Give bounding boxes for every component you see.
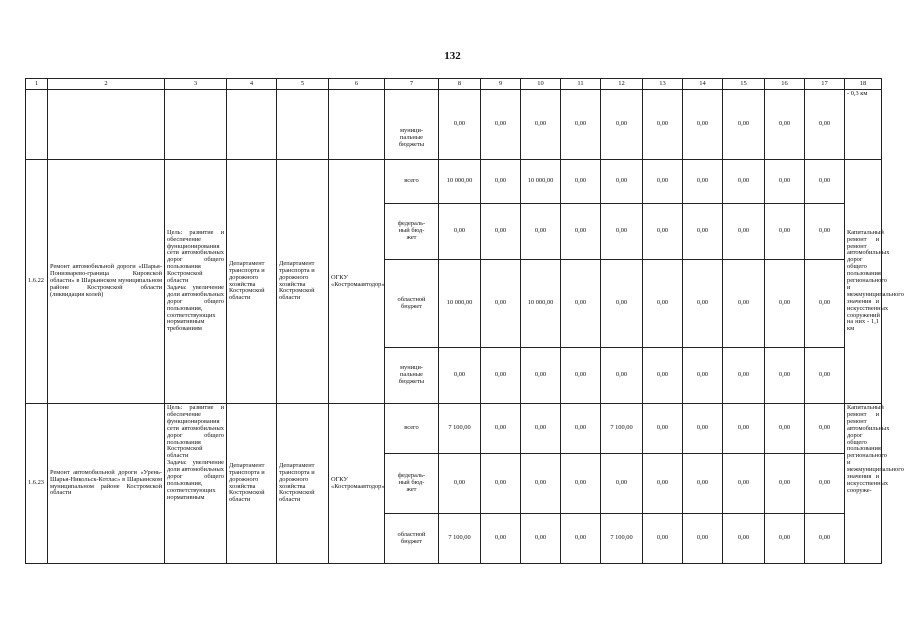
value-cell: 0,00 [439, 454, 481, 514]
value-cell: 0,00 [723, 404, 765, 454]
funding-source-label: муници- пальные бюджеты [385, 90, 439, 160]
customer: Департамент транспорта и дорожного хозяйства Костромской области [277, 160, 329, 404]
value-cell: 0,00 [481, 204, 521, 260]
value-cell: 0,00 [683, 454, 723, 514]
column-number: 14 [683, 79, 723, 90]
contractor: ОГКУ «Костромаавтодор» [329, 404, 385, 564]
value-cell: 0,00 [601, 348, 643, 404]
value-cell: 0,00 [765, 404, 805, 454]
funding-source-label: областной бюджет [385, 260, 439, 348]
column-number: 10 [521, 79, 561, 90]
value-cell: 0,00 [643, 404, 683, 454]
value-cell: 0,00 [765, 160, 805, 204]
value-cell: 0,00 [601, 260, 643, 348]
column-number: 18 [845, 79, 882, 90]
value-cell: 0,00 [805, 514, 845, 564]
value-cell: 7 100,00 [439, 404, 481, 454]
value-cell: 0,00 [805, 90, 845, 160]
column-number: 17 [805, 79, 845, 90]
value-cell: 0,00 [805, 348, 845, 404]
column-number: 11 [561, 79, 601, 90]
column-number: 1 [26, 79, 48, 90]
value-cell: 10 000,00 [521, 260, 561, 348]
funding-source-label: муници- пальные бюджеты [385, 348, 439, 404]
value-cell: 0,00 [683, 404, 723, 454]
value-cell: 0,00 [521, 204, 561, 260]
goal-task: Цель: развитие и обеспечение функционирования сети автомобильных дорог общего пользования Костромской области Задача: увеличение доли автомобильных дорог общего пользования, соответствующих нормативным [165, 404, 227, 564]
responsible-executor: Департамент транспорта и дорожного хозяйства Костромской области [227, 160, 277, 404]
column-number-row [26, 79, 882, 90]
value-cell: 0,00 [481, 454, 521, 514]
result-cell: - 0,3 км [845, 90, 882, 160]
page-number: 132 [444, 50, 461, 62]
column-number: 5 [277, 79, 329, 90]
funding-source-label: всего [385, 404, 439, 454]
value-cell: 0,00 [643, 454, 683, 514]
funding-source-label: всего [385, 160, 439, 204]
customer: Департамент транспорта и дорожного хозяйства Костромской области [277, 404, 329, 564]
value-cell: 0,00 [683, 90, 723, 160]
column-number: 3 [165, 79, 227, 90]
value-cell: 0,00 [561, 260, 601, 348]
value-cell: 0,00 [439, 348, 481, 404]
value-cell: 7 100,00 [601, 514, 643, 564]
value-cell: 0,00 [723, 90, 765, 160]
value-cell: 0,00 [643, 90, 683, 160]
column-number: 13 [643, 79, 683, 90]
value-cell: 7 100,00 [439, 514, 481, 564]
value-cell: 0,00 [723, 514, 765, 564]
column-number: 4 [227, 79, 277, 90]
value-cell: 0,00 [765, 204, 805, 260]
value-cell: 0,00 [561, 514, 601, 564]
item-number: 1.6.22 [26, 160, 48, 404]
value-cell: 0,00 [521, 514, 561, 564]
value-cell: 0,00 [561, 204, 601, 260]
table-row [26, 404, 882, 454]
value-cell: 0,00 [481, 404, 521, 454]
funding-source-label: федераль- ный бюд- жет [385, 454, 439, 514]
column-number: 9 [481, 79, 521, 90]
value-cell: 7 100,00 [601, 404, 643, 454]
budget-table [25, 78, 904, 564]
value-cell: 0,00 [723, 348, 765, 404]
value-cell: 0,00 [765, 348, 805, 404]
funding-source-label: областной бюджет [385, 514, 439, 564]
value-cell: 0,00 [683, 204, 723, 260]
value-cell: 10 000,00 [439, 260, 481, 348]
value-cell: 0,00 [643, 160, 683, 204]
column-number: 7 [385, 79, 439, 90]
value-cell: 0,00 [723, 160, 765, 204]
value-cell: 0,00 [521, 404, 561, 454]
column-number: 12 [601, 79, 643, 90]
value-cell: 10 000,00 [439, 160, 481, 204]
value-cell: 0,00 [723, 204, 765, 260]
column-number: 8 [439, 79, 481, 90]
responsible-executor: Департамент транспорта и дорожного хозяйства Костромской области [227, 404, 277, 564]
column-number: 2 [48, 79, 165, 90]
value-cell: 0,00 [643, 260, 683, 348]
value-cell: 0,00 [765, 454, 805, 514]
value-cell: 0,00 [643, 204, 683, 260]
carry-over-row [26, 90, 882, 160]
value-cell: 0,00 [521, 454, 561, 514]
value-cell: 0,00 [601, 160, 643, 204]
value-cell: 0,00 [481, 348, 521, 404]
value-cell: 0,00 [723, 454, 765, 514]
value-cell: 0,00 [439, 204, 481, 260]
value-cell: 0,00 [765, 514, 805, 564]
value-cell: 0,00 [805, 454, 845, 514]
value-cell: 0,00 [683, 514, 723, 564]
value-cell: 0,00 [521, 348, 561, 404]
value-cell: 0,00 [805, 160, 845, 204]
value-cell: 0,00 [601, 90, 643, 160]
column-number: 6 [329, 79, 385, 90]
value-cell: 0,00 [439, 90, 481, 160]
value-cell: 0,00 [561, 90, 601, 160]
value-cell: 0,00 [561, 404, 601, 454]
value-cell: 0,00 [481, 160, 521, 204]
column-number: 15 [723, 79, 765, 90]
value-cell: 0,00 [765, 90, 805, 160]
value-cell: 0,00 [805, 260, 845, 348]
goal-task: Цель: развитие и обеспечение функционирования сети автомобильных дорог общего пользования Костромской области Задача: увеличение доли автомобильных дорог общего пользования, соответствующих нормативным требованиям [165, 160, 227, 404]
result-cell: Капитальный ремонт и ремонт автомобильных дорог общего пользования регионального и межмуниципального значения и искусственных сооружений на них - 1,1 км [845, 160, 882, 404]
value-cell: 10 000,00 [521, 160, 561, 204]
item-name: Ремонт автомобильной дороги «Шарья-Понизварево-граница Кировской области» в Шарьинском муниципальном районе Костромской области (ликвидация колей) [48, 160, 165, 404]
value-cell: 0,00 [805, 404, 845, 454]
result-cell: Капитальный ремонт и ремонт автомобильных дорог общего пользования регионального и межмуниципального значения и искусственных сооруже- [845, 404, 882, 564]
value-cell: 0,00 [683, 348, 723, 404]
column-number: 16 [765, 79, 805, 90]
contractor: ОГКУ «Костромаавтодор» [329, 160, 385, 404]
value-cell: 0,00 [723, 260, 765, 348]
value-cell: 0,00 [481, 260, 521, 348]
value-cell: 0,00 [683, 160, 723, 204]
value-cell: 0,00 [521, 90, 561, 160]
value-cell: 0,00 [643, 514, 683, 564]
value-cell: 0,00 [601, 454, 643, 514]
funding-source-label: федераль- ный бюд- жет [385, 204, 439, 260]
value-cell: 0,00 [765, 260, 805, 348]
value-cell: 0,00 [561, 160, 601, 204]
value-cell: 0,00 [643, 348, 683, 404]
value-cell: 0,00 [805, 204, 845, 260]
value-cell: 0,00 [561, 454, 601, 514]
item-name: Ремонт автомобильной дороги «Урень-Шарья-Никольск-Котлас» в Шарьинском муниципальном районе Костромской области [48, 404, 165, 564]
value-cell: 0,00 [481, 514, 521, 564]
value-cell: 0,00 [481, 90, 521, 160]
item-number: 1.6.23 [26, 404, 48, 564]
value-cell: 0,00 [561, 348, 601, 404]
table-row [26, 160, 882, 204]
value-cell: 0,00 [683, 260, 723, 348]
value-cell: 0,00 [601, 204, 643, 260]
